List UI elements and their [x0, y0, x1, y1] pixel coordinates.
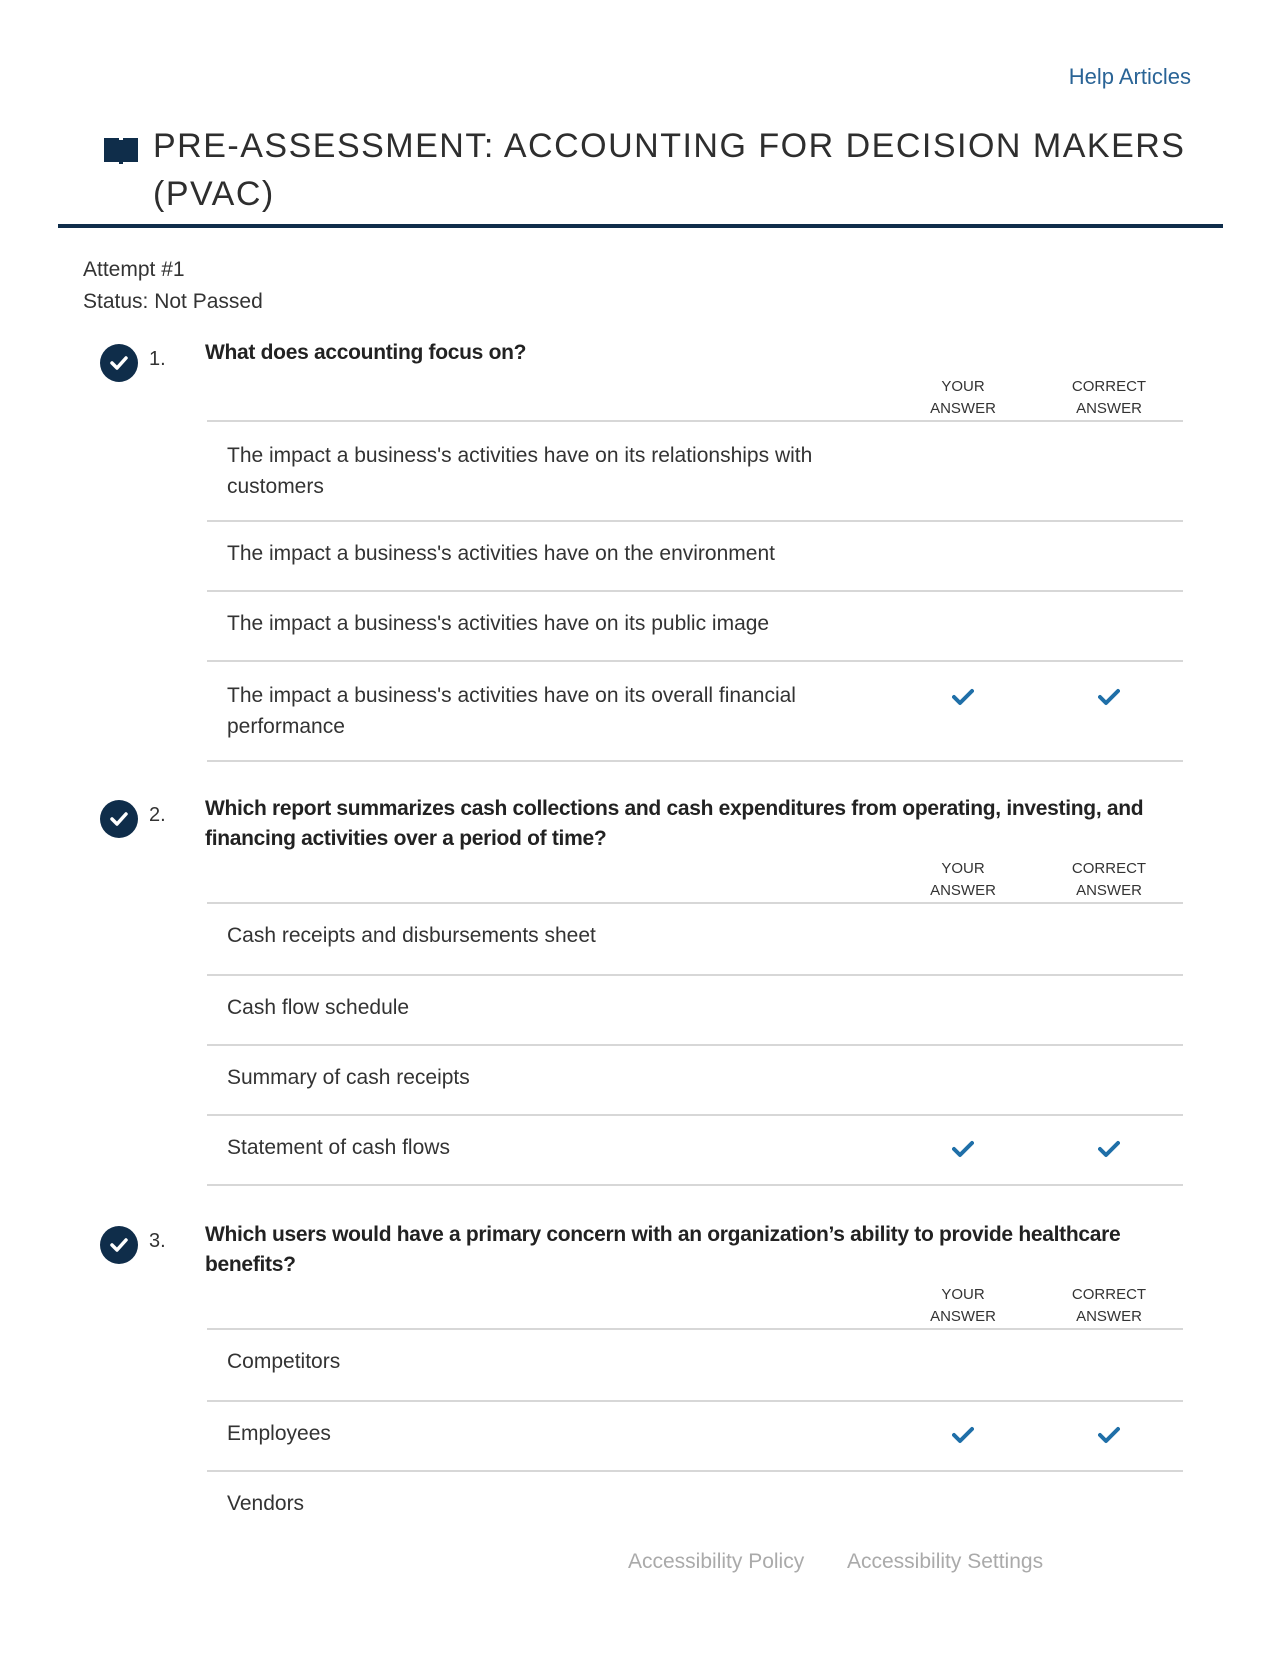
question-correct-badge-icon [100, 800, 138, 838]
question-correct-badge-icon [100, 1226, 138, 1264]
divider [207, 1470, 1183, 1472]
divider [207, 1044, 1183, 1046]
question-text: Which users would have a primary concern with an organization’s ability to provide healthcare benefits? [205, 1223, 1121, 1276]
your-answer-header: YOUR ANSWER [930, 1286, 996, 1325]
question-number: 1. [149, 348, 166, 370]
correct-answer-check-icon [1098, 1426, 1120, 1444]
page-header [58, 118, 1223, 228]
divider [207, 420, 1183, 422]
question-number: 3. [149, 1230, 166, 1252]
correct-answer-check-icon [1098, 1140, 1120, 1158]
question-number: 2. [149, 804, 166, 826]
answer-option: Vendors [227, 1492, 305, 1515]
your-answer-header: YOUR ANSWER [930, 860, 996, 899]
answer-option: Summary of cash receipts [227, 1066, 470, 1089]
answer-option: Statement of cash flows [227, 1136, 450, 1159]
divider [207, 1114, 1183, 1116]
attempt-status: Status: Not Passed [83, 290, 263, 313]
answer-option: The impact a business's activities have on the environment [227, 542, 775, 565]
attempt-number: Attempt #1 [83, 258, 185, 281]
answer-option: Competitors [227, 1350, 341, 1373]
divider [207, 1328, 1183, 1330]
page-title: PRE-ASSESSMENT: ACCOUNTING FOR DECISION MAKERS (PVAC) [153, 127, 1186, 213]
answer-option: The impact a business's activities have on its overall financial performance [227, 684, 796, 738]
divider [207, 590, 1183, 592]
divider [207, 1400, 1183, 1402]
divider [207, 760, 1183, 762]
divider [207, 520, 1183, 522]
your-answer-header: YOUR ANSWER [930, 378, 996, 417]
your-answer-check-icon [952, 1140, 974, 1158]
book-icon [102, 135, 140, 165]
your-answer-check-icon [952, 688, 974, 706]
answer-option: Employees [227, 1422, 331, 1445]
correct-answer-check-icon [1098, 688, 1120, 706]
divider [207, 902, 1183, 904]
accessibility-settings-link[interactable]: Accessibility Settings [847, 1550, 1044, 1573]
question-text: Which report summarizes cash collections and cash expenditures from operating, investing, and financing activities over a period of time? [205, 797, 1144, 850]
question-text: What does accounting focus on? [205, 341, 527, 364]
answer-option: Cash receipts and disbursements sheet [227, 924, 596, 947]
divider [207, 660, 1183, 662]
answer-option: The impact a business's activities have on its public image [227, 612, 770, 635]
answer-option: Cash flow schedule [227, 996, 410, 1019]
answer-option: The impact a business's activities have on its relationships with customers [227, 444, 813, 498]
question-correct-badge-icon [100, 344, 138, 382]
correct-answer-header: CORRECT ANSWER [1071, 1286, 1147, 1325]
correct-answer-header: CORRECT ANSWER [1071, 860, 1147, 899]
accessibility-policy-link[interactable]: Accessibility Policy [628, 1550, 805, 1573]
attempt-info [83, 254, 263, 318]
correct-answer-header: CORRECT ANSWER [1071, 378, 1147, 417]
your-answer-check-icon [952, 1426, 974, 1444]
divider [207, 974, 1183, 976]
help-articles-link[interactable]: Help Articles [1068, 64, 1191, 89]
divider [207, 1184, 1183, 1186]
